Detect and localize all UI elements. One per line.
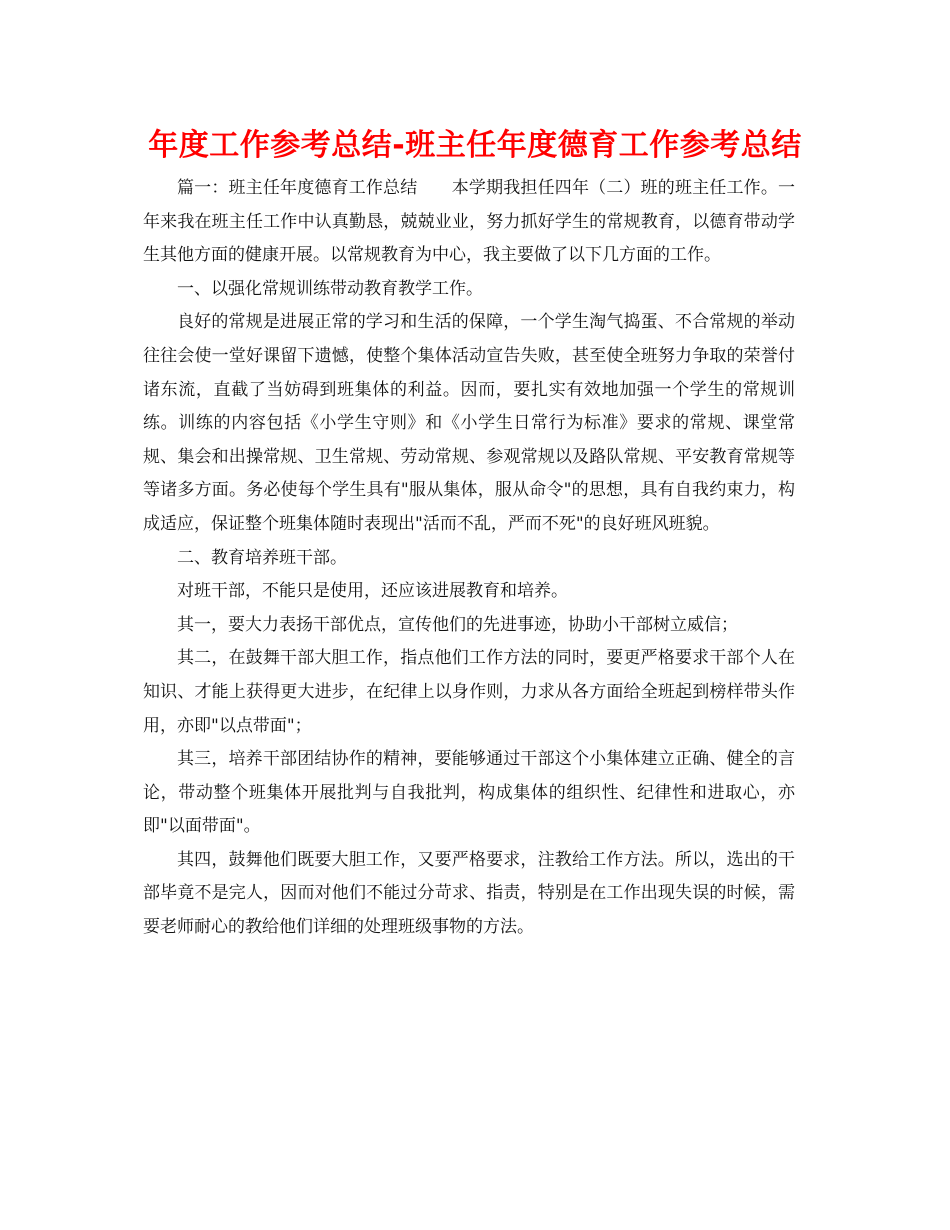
paragraph-point-4: 其四，鼓舞他们既要大胆工作，又要严格要求，注教给工作方法。所以，选出的干部毕竟不是完人，因而对他们不能过分苛求、指责，特别是在工作出现失误的时候，需要老师耐心的教给他们详细的处理班级事物的方法。 <box>143 849 795 938</box>
paragraph-point-2: 其二，在鼓舞干部大胆工作，指点他们工作方法的同时，要更严格要求干部个人在知识、才能上获得更大进步，在纪律上以身作则，力求从各方面给全班起到榜样带头作用，亦即"以点带面"； <box>143 648 795 736</box>
paragraph-point-3: 其三，培养干部团结协作的精神，要能够通过干部这个小集体建立正确、健全的言论，带动整个班集体开展批判与自我批判，构成集体的组织性、纪律性和进取心，亦即"以面带面"。 <box>143 749 795 837</box>
section-heading-1: 一、以强化常规训练带动教育教学工作。 <box>177 278 483 299</box>
paragraph-point-1: 其一，要大力表扬干部优点，宣传他们的先进事迹，协助小干部树立威信； <box>177 614 738 635</box>
section-heading-2: 二、教育培养班干部。 <box>177 547 347 568</box>
paragraph-cadre-education: 对班干部，不能只是使用，还应该进展教育和培养。 <box>177 581 568 602</box>
document-title: 年度工作参考总结-班主任年度德育工作参考总结 <box>148 128 802 163</box>
paragraph-intro: 篇一：班主任年度德育工作总结 本学期我担任四年（二）班的班主任工作。一年来我在班主任工作中认真勤恳，兢兢业业，努力抓好学生的常规教育，以德育带动学生其他方面的健康开展。以常规教育为中心，我主要做了以下几方面的工作。 <box>143 178 795 266</box>
document-body <box>143 172 795 945</box>
paragraph-routine-training: 良好的常规是进展正常的学习和生活的保障，一个学生淘气捣蛋、不合常规的举动往往会使一堂好课留下遗憾，使整个集体活动宣告失败，甚至使全班努力争取的荣誉付诸东流，直截了当妨碍到班集体的利益。因而，要扎实有效地加强一个学生的常规训练。训练的内容包括《小学生守则》和《小学生日常行为标准》要求的常规、课堂常规、集会和出操常规、卫生常规、劳动常规、参观常规以及路队常规、平安教育常规等等诸多方面。务必使每个学生具有"服从集体，服从命令"的思想，具有自我约束力，构成适应，保证整个班集体随时表现出"活而不乱，严而不死"的良好班风班貌。 <box>143 312 795 534</box>
